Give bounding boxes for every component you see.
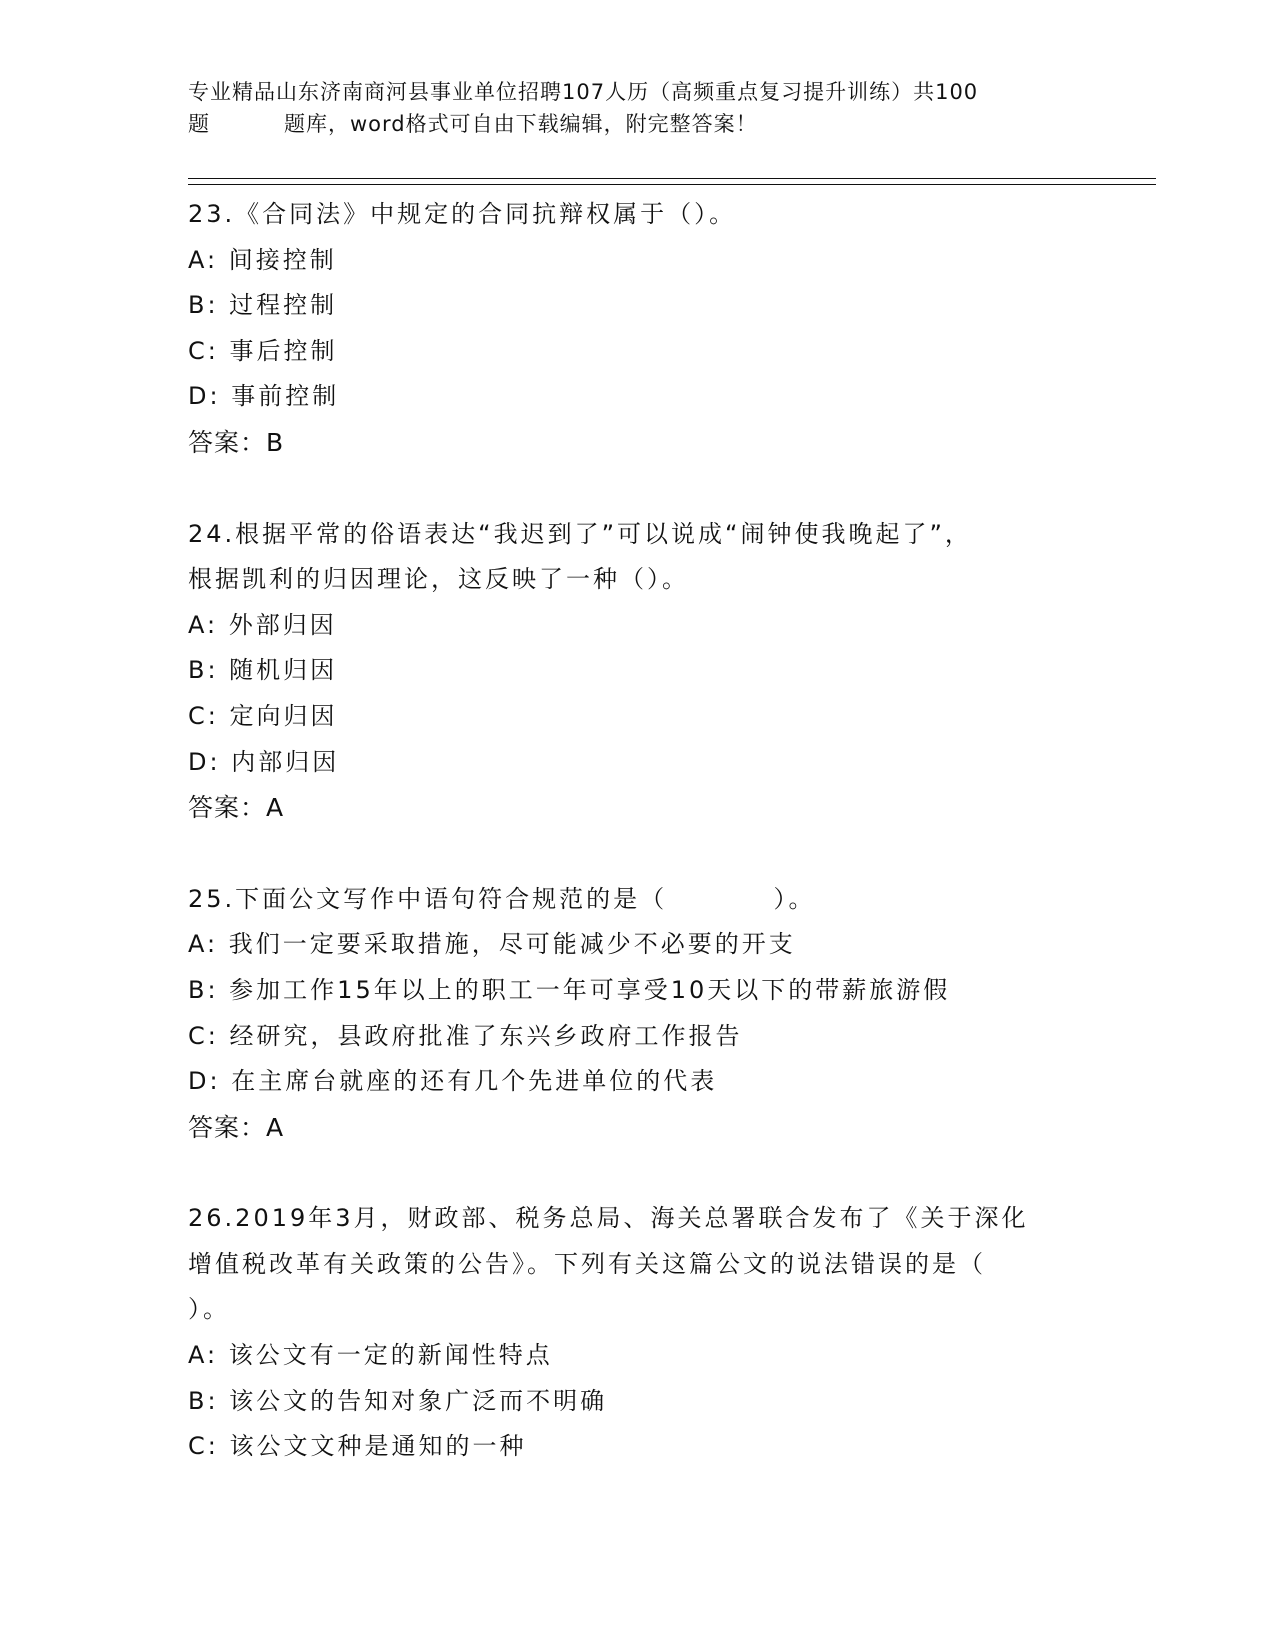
answer-line: 答案：A [188,1112,285,1142]
question-stem-continued: 增值税改革有关政策的公告》。下列有关这篇公文的说法错误的是（ [188,1249,986,1278]
question-24 [188,512,1088,831]
option-b: B: 参加工作15年以上的职工一年可享受10天以下的带薪旅游假 [188,975,951,1004]
option-d: D: 内部归因 [188,747,340,776]
header-title-line-1: 专业精品山东济南商河县事业单位招聘107人历（高频重点复习提升训练）共100 [188,80,979,104]
header-divider-bottom [188,184,1156,185]
option-b: B: 该公文的告知对象广泛而不明确 [188,1386,608,1415]
answer-line: 答案：A [188,793,285,823]
question-stem-continued: 根据凯利的归因理论，这反映了一种（）。 [188,565,689,594]
document-header [188,76,1088,140]
question-23 [188,192,1088,466]
header-title-line-2 [188,108,1088,140]
option-c: C: 经研究，县政府批准了东兴乡政府工作报告 [188,1021,743,1050]
question-stem: 26.2019年3月，财政部、税务总局、海关总署联合发布了《关于深化 [188,1204,1029,1233]
option-d: D: 事前控制 [188,382,340,411]
option-a: A: 我们一定要采取措施，尽可能减少不必要的开支 [188,930,796,959]
question-25 [188,877,1088,1151]
question-stem: 24.根据平常的俗语表达“我迟到了”可以说成“闹钟使我晚起了”， [188,519,972,548]
question-stem-end: ）。 [188,1295,230,1324]
question-list [188,192,1088,1516]
header-line2-left: 题 [188,112,210,136]
option-c: C: 该公文文种是通知的一种 [188,1432,527,1461]
option-a: A: 间接控制 [188,245,337,274]
option-d: D: 在主席台就座的还有几个先进单位的代表 [188,1067,718,1096]
question-26 [188,1196,1088,1470]
header-line2-right: 题库，word格式可自由下载编辑，附完整答案！ [284,112,758,136]
option-a: A: 外部归因 [188,610,337,639]
question-stem: 25.下面公文写作中语句符合规范的是（ ）。 [188,884,816,913]
header-divider-top [188,178,1156,179]
option-b: B: 过程控制 [188,291,338,320]
option-b: B: 随机归因 [188,656,338,685]
option-c: C: 定向归因 [188,701,338,730]
option-c: C: 事后控制 [188,336,338,365]
answer-line: 答案：B [188,427,285,457]
option-a: A: 该公文有一定的新闻性特点 [188,1341,553,1370]
question-stem: 23.《合同法》中规定的合同抗辩权属于（）。 [188,200,737,228]
